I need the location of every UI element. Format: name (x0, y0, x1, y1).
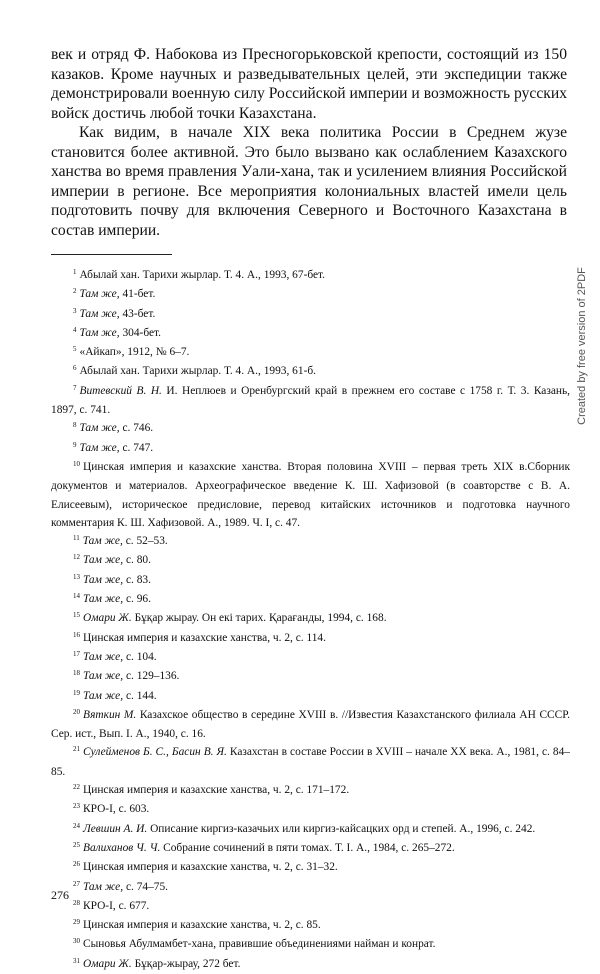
footnote-text: КРО-I, с. 677. (83, 899, 150, 912)
footnote-author: Витевский В. Н. (79, 384, 162, 397)
footnote-text: И. Неплюев и Оренбургский край в прежнем его составе с 1758 г. Т. 3. Казань, 1897, с. 741. (51, 384, 571, 417)
footnote-text: Бұқар-жырау, 272 бет. (131, 957, 241, 970)
footnote (51, 551, 570, 570)
footnote-number: 24 (73, 821, 80, 830)
footnote-text: с. 96. (123, 593, 151, 606)
footnote-author: Там же, (79, 441, 120, 454)
footnote-text: Казахское общество в середине XVIII в. //Известия Казахстанского филиала АН СССР. Сер. ист., Вып. I. А., 1940, с. 16. (51, 708, 570, 741)
footnote-text: Казахстан в составе России в XVIII – начале XX века. А., 1981, с. 84–85. (51, 746, 570, 778)
footnote (51, 305, 570, 324)
footnote (51, 458, 570, 532)
footnote-number: 16 (73, 630, 80, 639)
footnote (51, 820, 570, 839)
footnote-text: с. 129–136. (123, 670, 180, 683)
footnote (51, 285, 570, 304)
footnote-text: с. 746. (119, 422, 154, 435)
footnote-number: 15 (73, 611, 80, 620)
footnote-number: 30 (73, 937, 80, 946)
footnote-author: Там же, (79, 422, 120, 435)
footnote (51, 609, 570, 628)
footnote-text: Сыновья Абулмамбет-хана, правившие объединениями найман и конрат. (83, 938, 436, 951)
footnote-text: с. 80. (123, 554, 151, 567)
footnote (51, 362, 570, 381)
footnote-number: 31 (73, 956, 80, 965)
footnote (51, 858, 570, 877)
footnote (51, 439, 570, 458)
footnote (51, 935, 570, 954)
footnote-author: Там же, (79, 288, 120, 301)
footnote (51, 343, 570, 362)
footnote-number: 9 (73, 440, 77, 449)
footnote-separator (51, 254, 172, 255)
footnote-number: 11 (73, 534, 80, 543)
footnote-text: 41-бет. (119, 288, 156, 301)
footnote (51, 687, 570, 706)
footnote-author: Вяткин М. (83, 708, 137, 721)
footnote-number: 27 (73, 879, 80, 888)
footnote-text: Абылай хан. Тарихи жырлар. Т. 4. А., 1993, 61-б. (79, 365, 317, 378)
footnote-text: Цинская империя и казахские ханства, ч. 2, с. 171–172. (83, 784, 350, 797)
footnote-number: 6 (73, 364, 77, 373)
footnote-author: Омари Ж. (83, 612, 132, 625)
footnote (51, 648, 570, 667)
footnote-text: Собрание сочинений в пяти томах. Т. I. А., 1984, с. 265–272. (160, 841, 455, 854)
footnote (51, 916, 570, 935)
footnote-text: Описание киргиз-казачьих или киргиз-кайсацких орд и степей. А., 1996, с. 242. (147, 822, 536, 835)
footnote-number: 5 (73, 345, 77, 354)
footnote (51, 629, 570, 648)
footnote-number: 13 (73, 572, 80, 581)
footnote-text: с. 74–75. (123, 880, 169, 893)
footnote-author: Там же, (79, 326, 120, 339)
footnote-text: с. 104. (123, 650, 157, 663)
footnote-text: Цинская империя и казахские ханства. Вторая половина XVIII – первая треть XIX в.Сборник документов и материалов. Археографическое введение К. Ш. Хафизовой (в соавторстве с В. А. Елисеевым), историческое предисловие, перевод китайских источников и подготовка научного комментария К. Ш. Хафизовой. А., 1989. Ч. I, с. 47. (51, 460, 570, 529)
footnote-author: Там же, (83, 689, 124, 702)
body-text (51, 45, 567, 240)
footnote-number: 28 (73, 898, 80, 907)
footnote-author: Валиханов Ч. Ч. (83, 841, 161, 854)
paragraph-1: век и отряд Ф. Набокова из Пресногорьковской крепости, состоящий из 150 казаков. Кроме научных и разведывательных целей, эти экспедиции также демонстрировали военную силу Российской империи и возможность русских войск достичь любой точки Казахстана. (51, 46, 567, 122)
footnote (51, 266, 570, 285)
footnote-author: Там же, (83, 880, 124, 893)
footnote-text: с. 83. (123, 573, 151, 586)
footnote-number: 17 (73, 649, 80, 658)
footnote-text: Цинская империя и казахские ханства, ч. 2, с. 31–32. (83, 861, 338, 874)
footnote-number: 19 (73, 688, 80, 697)
footnote-number: 1 (73, 268, 77, 276)
footnote-number: 8 (73, 421, 77, 430)
footnote (51, 324, 570, 343)
footnote-number: 4 (73, 325, 77, 334)
footnote-text: 43-бет. (119, 307, 156, 320)
footnote-number: 20 (73, 707, 80, 716)
footnote-author: Там же, (83, 593, 124, 606)
footnote-number: 3 (73, 306, 77, 315)
footnote-number: 14 (73, 592, 80, 601)
footnote-text: Цинская империя и казахские ханства, ч. 2, с. 114. (83, 631, 326, 644)
footnote-author: Там же, (83, 554, 124, 567)
footnote (51, 706, 570, 744)
footnote-text: 304-бет. (119, 326, 161, 339)
footnote-author: Там же, (83, 650, 124, 663)
footnotes (51, 266, 570, 974)
footnote-author: Омари Ж. (83, 957, 132, 970)
page-number: 276 (51, 888, 69, 902)
footnote (51, 878, 570, 897)
footnote-author: Левшин А. И. (83, 822, 148, 835)
footnote-author: Там же, (83, 573, 124, 586)
footnote (51, 667, 570, 686)
paragraph-2: Как видим, в начале XIX века политика России в Среднем жузе становится более активной. Это было вызвано как ослаблением Казахского ханства во время правления Уали-хана, так и усилением влияния Российской империи в регионе. Все мероприятия колониальных властей имели цель подготовить почву для включения Северного и Восточного Казахстана в состав империи. (51, 124, 567, 239)
footnote-number: 10 (73, 459, 80, 468)
footnote-text: Абылай хан. Тарихи жырлар. Т. 4. А., 1993, 67-бет. (79, 269, 326, 281)
footnote (51, 571, 570, 590)
footnote (51, 590, 570, 609)
footnote-number: 25 (73, 840, 80, 849)
watermark: Created by free version of 2PDF (576, 267, 588, 425)
footnote-number: 22 (73, 783, 80, 792)
footnote (51, 800, 570, 819)
footnote-text: с. 52–53. (122, 535, 168, 548)
footnote (51, 839, 570, 858)
footnote-number: 18 (73, 669, 80, 678)
footnote (51, 382, 570, 420)
footnote-author: Там же, (82, 535, 123, 548)
footnote (51, 532, 570, 551)
footnote-text: Цинская империя и казахские ханства, ч. 2, с. 85. (83, 919, 321, 932)
footnote-number: 26 (73, 860, 80, 869)
footnote-number: 7 (73, 383, 77, 392)
footnote (51, 743, 570, 781)
footnote-number: 21 (73, 745, 80, 754)
footnote-text: «Айкап», 1912, № 6–7. (79, 346, 190, 359)
footnote-author: Там же, (83, 670, 124, 683)
footnote (51, 955, 570, 974)
footnote (51, 897, 570, 916)
footnote-number: 12 (73, 553, 80, 562)
footnote-text: Бұқар жырау. Он екі тарих. Қарағанды, 1994, с. 168. (131, 612, 387, 625)
footnote (51, 419, 570, 438)
footnote-text: с. 144. (123, 689, 157, 702)
footnote-text: с. 747. (119, 441, 154, 454)
footnote (51, 781, 570, 800)
footnote-author: Там же, (79, 307, 120, 320)
footnote-number: 2 (73, 287, 77, 296)
footnote-number: 29 (73, 918, 80, 927)
footnote-author: Сулейменов Б. С., Басин В. Я. (83, 746, 227, 759)
footnote-number: 23 (73, 802, 80, 811)
footnote-text: КРО-I, с. 603. (83, 803, 150, 816)
